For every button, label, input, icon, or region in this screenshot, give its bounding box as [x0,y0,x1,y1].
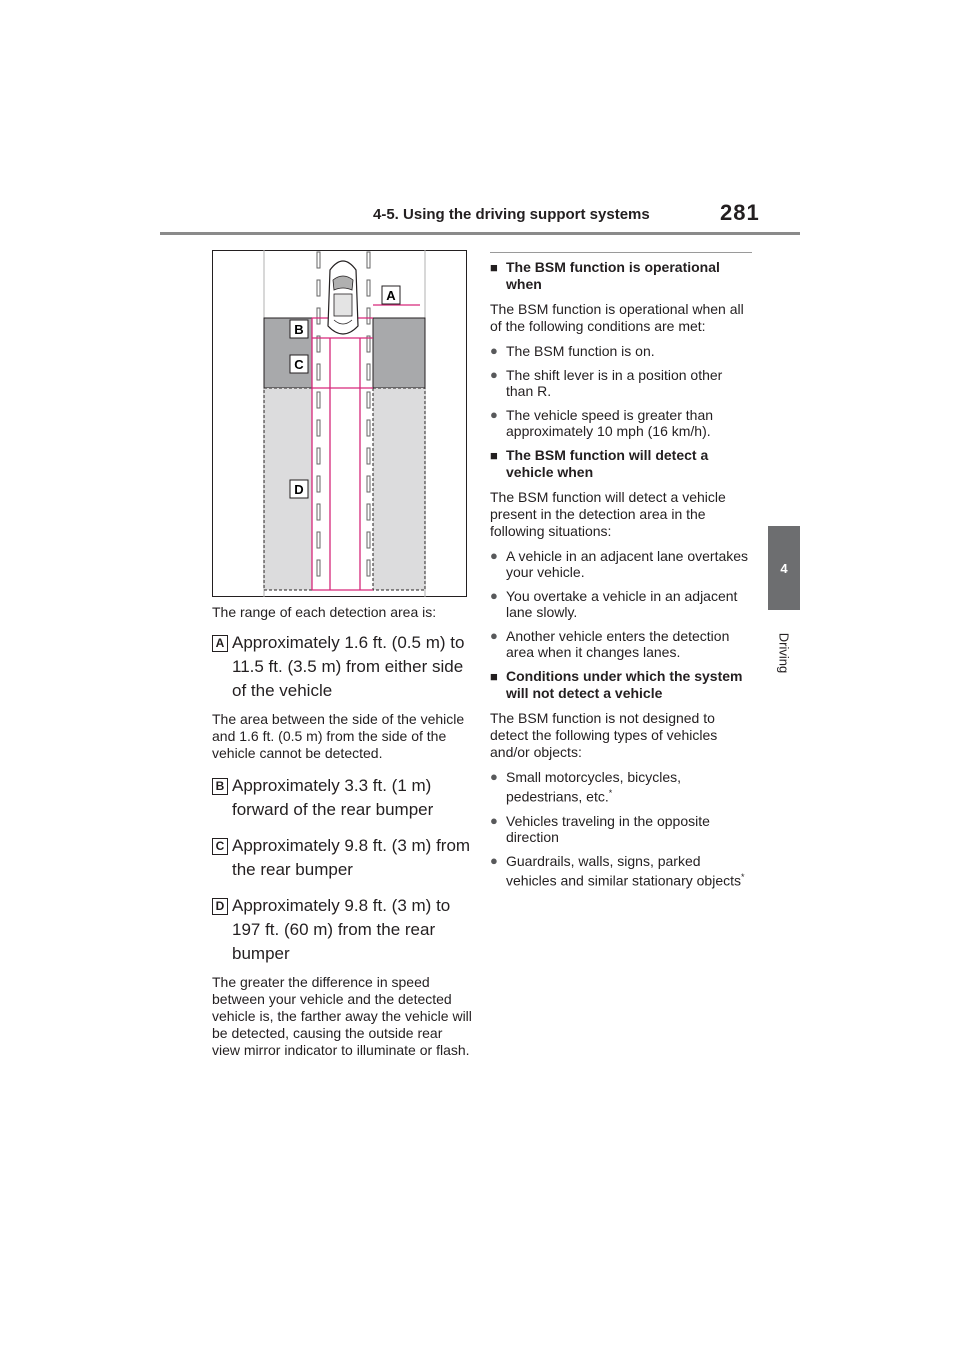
range-item-b [212,774,474,822]
figure-label-a [382,286,400,304]
range-note-d: The greater the difference in speed between your vehicle and the detected vehicle is, the farther away the vehicle will be detected, causing the outside rear view mirror indicator to illuminate or flash. [212,974,472,1058]
list-item: ● A vehicle in an adjacent lane overtakes your vehicle. [490,548,749,580]
range-text-d: Approximately 9.8 ft. (3 m) to 197 ft. (60 m) from the rear bumper [232,896,451,963]
section-title: 4-5. Using the driving support systems [373,206,650,223]
square-bullet-icon: ■ [490,448,498,463]
list-item: ● Another vehicle enters the detection area when it changes lanes. [490,628,730,660]
chapter-tab [768,526,800,610]
section-intro-operational: The BSM function is operational when all of the following conditions are met: [490,301,744,334]
range-item-a [212,631,474,703]
chapter-label-text: Driving [776,632,792,674]
range-item-d [212,894,474,966]
bullet-dot-icon: ● [490,628,498,643]
list-item: ● The vehicle speed is greater than approximately 10 mph (16 km/h). [490,407,714,439]
range-text-a: Approximately 1.6 ft. (0.5 m) to 11.5 ft. (3.5 m) from either side of the vehicle [232,633,465,700]
list-item: ● Vehicles traveling in the opposite direction [490,812,710,845]
bullet-dot-icon: ● [490,343,498,358]
figure-label-c [290,355,308,373]
bullet-dot-icon: ● [490,548,498,563]
section-intro-not-detect: The BSM function is not designed to detect the following types of vehicles and/or objects: [490,710,718,760]
range-item-c [212,834,474,882]
badge-c: C [212,838,228,855]
header-rule [160,232,800,235]
range-text-c: Approximately 9.8 ft. (3 m) from the rear bumper [232,836,471,879]
section-heading-operational: ■ The BSM function is operational when [490,259,720,292]
section-intro-detect: The BSM function will detect a vehicle present in the detection area in the following situations: [490,489,726,539]
bullet-dot-icon: ● [490,852,498,868]
footnote-asterisk: * [741,871,745,882]
bullet-dot-icon: ● [490,367,498,382]
zone-d-right [373,388,425,590]
vehicle-icon [328,261,358,334]
right-column [490,252,752,896]
list-item: ● Small motorcycles, bicycles, pedestrians, etc.* [490,769,682,805]
section-heading-not-detect: ■ Conditions under which the system will not detect a vehicle [490,668,743,701]
figure-label-d [290,480,308,498]
chapter-number: 4 [780,560,788,576]
square-bullet-icon: ■ [490,260,498,275]
bullet-dot-icon: ● [490,588,498,603]
svg-text:D: D [294,482,304,497]
bullet-dot-icon: ● [490,407,498,422]
bullet-dot-icon: ● [490,812,498,828]
list-item: ● Guardrails, walls, signs, parked vehicles and similar stationary objects* [490,852,745,889]
zone-b-right [373,318,425,388]
section-heading-detect: ■ The BSM function will detect a vehicle when [490,447,709,480]
range-text-b: Approximately 3.3 ft. (1 m) forward of the rear bumper [232,776,434,819]
detection-area-diagram [212,250,467,597]
left-column [212,604,474,1071]
page-number: 281 [720,200,760,225]
list-item: ● The BSM function is on. [490,343,655,359]
list-item: ● You overtake a vehicle in an adjacent lane slowly. [490,588,738,620]
column-rule [490,252,752,253]
square-bullet-icon: ■ [490,669,498,684]
range-caption: The range of each detection area is: [212,604,437,620]
badge-b: B [212,778,228,795]
chapter-label [770,618,798,688]
list-item: ● The shift lever is in a position other than R. [490,367,723,399]
range-note-a: The area between the side of the vehicle and 1.6 ft. (0.5 m) from the side of the vehicle cannot be detected. [212,711,465,761]
badge-a: A [212,635,228,652]
figure-label-b [290,320,308,338]
svg-text:A: A [386,288,396,303]
badge-d: D [212,898,228,915]
svg-text:B: B [294,322,304,337]
bullet-dot-icon: ● [490,769,498,784]
footnote-asterisk: * [608,788,613,798]
svg-text:C: C [294,357,304,372]
